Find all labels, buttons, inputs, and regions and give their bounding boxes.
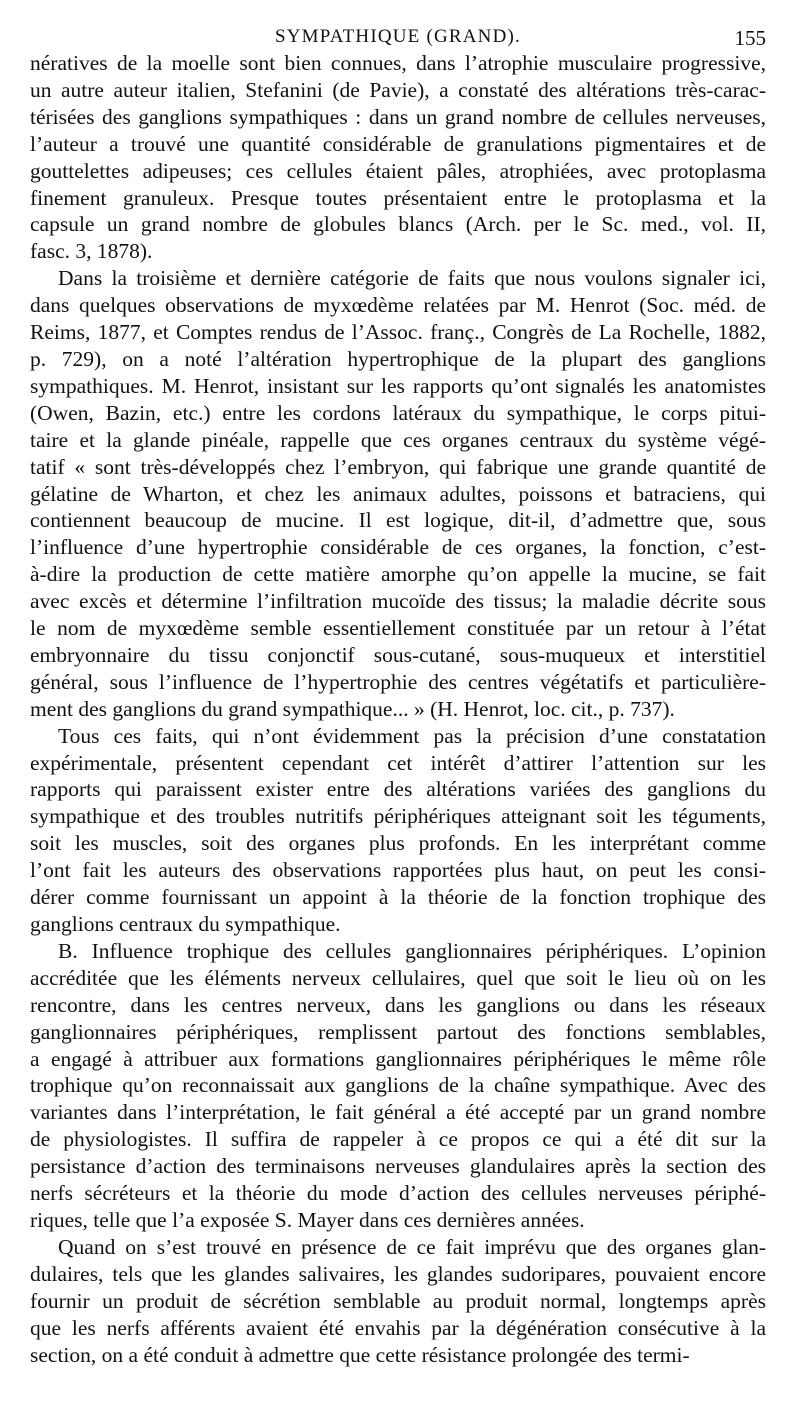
text-line: rencontre, dans les centres nerveux, dans les ganglions ou dans les réseaux <box>30 992 766 1017</box>
text-line: le nom de myxœdème semble essentiellement constituée par un retour à l’état <box>30 616 766 641</box>
text-line: p. 729), on a noté l’altération hypertrophique de la plupart des ganglions <box>30 346 766 371</box>
text-line: Dans la troisième et dernière catégorie de faits que nous voulons signaler ici, <box>58 266 766 291</box>
text-line: térisées des ganglions sympathiques : dans un grand nombre de cellules nerveuses, <box>30 104 766 129</box>
text-line: section, on a été conduit à admettre que cette résistance prolongée des termi- <box>30 1342 690 1367</box>
text-line: l’auteur a trouvé une quantité considérable de granulations pigmentaires et de <box>30 131 766 156</box>
running-title: SYMPATHIQUE (GRAND). <box>274 26 522 47</box>
text-line: ment des ganglions du grand sympathique... » (H. Henrot, loc. cit., p. 737). <box>30 696 675 721</box>
text-line: sympathiques. M. Henrot, insistant sur les rapports qu’ont signalés les anatomistes <box>30 373 766 398</box>
text-line: ganglions centraux du sympathique. <box>30 912 341 936</box>
text-line: dérer comme fournissant un appoint à la théorie de la fonction trophique des <box>30 885 766 910</box>
text-line: dans quelques observations de myxœdème relatées par M. Henrot (Soc. méd. de <box>30 293 766 318</box>
text-line: (Owen, Bazin, etc.) entre les cordons latéraux du sympathique, le corps pitui- <box>30 400 766 425</box>
text-line: nératives de la moelle sont bien connues, dans l’atrophie musculaire progressive, <box>30 51 766 75</box>
text-line: sympathique et des troubles nutritifs périphériques atteignant soit les téguments, <box>30 804 766 829</box>
text-line: B. Influence trophique des cellules ganglionnaires périphériques. L’opinion <box>58 938 766 963</box>
body-text <box>30 50 766 1368</box>
text-line: taire et la glande pinéale, rappelle que ces organes centraux du système végé- <box>30 427 766 452</box>
paragraph <box>30 723 766 938</box>
text-line: rapports qui paraissent exister entre des altérations variées des ganglions du <box>30 777 766 802</box>
page-number: 155 <box>734 26 766 50</box>
text-line: dulaires, tels que les glandes salivaires, les glandes sudoripares, pouvaient encore <box>30 1261 766 1286</box>
text-line: que les nerfs afférents avaient été envahis par la dégénération consécutive à la <box>30 1315 766 1340</box>
running-head <box>30 0 766 50</box>
book-page <box>30 0 766 1407</box>
text-line: accréditée que les éléments nerveux cellulaires, quel que soit le lieu où on les <box>30 965 766 990</box>
text-line: Tous ces faits, qui n’ont évidemment pas la précision d’une constatation <box>58 723 766 748</box>
text-line: nerfs sécréteurs et la théorie du mode d’action des cellules nerveuses périphé- <box>30 1181 766 1206</box>
text-line: l’influence d’une hypertrophie considérable de ces organes, la fonction, c’est- <box>30 535 766 560</box>
text-line: à-dire la production de cette matière amorphe qu’on appelle la mucine, se fait <box>30 562 766 587</box>
text-line: tatif « sont très-développés chez l’embryon, qui fabrique une grande quantité de <box>30 454 766 479</box>
text-line: finement granuleux. Presque toutes présentaient entre le protoplasma et la <box>30 185 766 210</box>
text-line: Quand on s’est trouvé en présence de ce fait imprévu que des organes glan- <box>58 1234 766 1259</box>
text-line: avec excès et détermine l’infiltration mucoïde des tissus; la maladie décrite sous <box>30 589 766 614</box>
paragraph <box>30 265 766 722</box>
text-line: capsule un grand nombre de globules blancs (Arch. per le Sc. med., vol. II, <box>30 212 766 237</box>
text-line: de physiologistes. Il suffira de rappeler à ce propos ce qui a été dit sur la <box>30 1127 766 1152</box>
text-line: trophique qu’on reconnaissait aux ganglions de la chaîne sympathique. Avec des <box>30 1073 766 1098</box>
text-line: l’ont fait les auteurs des observations rapportées plus haut, on peut les consi- <box>30 858 766 883</box>
text-line: gélatine de Wharton, et chez les animaux adultes, poissons et batraciens, qui <box>30 481 766 506</box>
text-line: ganglionnaires périphériques, remplissent partout des fonctions semblables, <box>30 1019 766 1044</box>
text-line: fournir un produit de sécrétion semblable au produit normal, longtemps après <box>30 1288 766 1313</box>
text-line: variantes dans l’interprétation, le fait général a été accepté par un grand nombre <box>30 1100 766 1125</box>
text-line: fasc. 3, 1878). <box>30 239 153 264</box>
paragraph <box>30 1234 766 1369</box>
text-line: a engagé à attribuer aux formations ganglionnaires périphériques le même rôle <box>30 1046 766 1071</box>
text-line: un autre auteur italien, Stefanini (de Pavie), a constaté des altérations très-carac- <box>30 77 766 102</box>
paragraph <box>30 938 766 1234</box>
text-line: contiennent beaucoup de mucine. Il est logique, dit-il, d’admettre que, sous <box>30 508 766 533</box>
text-line: embryonnaire du tissu conjonctif sous-cutané, sous-muqueux et interstitiel <box>30 642 766 667</box>
text-line: gouttelettes adipeuses; ces cellules étaient pâles, atrophiées, avec protoplasma <box>30 158 766 183</box>
paragraph <box>30 50 766 265</box>
text-line: soit les muscles, soit des organes plus profonds. En les interprétant comme <box>30 831 766 856</box>
text-line: expérimentale, présentent cependant cet intérêt d’attirer l’attention sur les <box>30 750 766 775</box>
text-line: riques, telle que l’a exposée S. Mayer dans ces dernières années. <box>30 1207 585 1232</box>
text-line: Reims, 1877, et Comptes rendus de l’Assoc. franç., Congrès de La Rochelle, 1882, <box>30 320 766 345</box>
text-line: général, sous l’influence de l’hypertrophie des centres végétatifs et particulière- <box>30 669 766 694</box>
text-line: persistance d’action des terminaisons nerveuses glandulaires après la section des <box>30 1154 766 1179</box>
